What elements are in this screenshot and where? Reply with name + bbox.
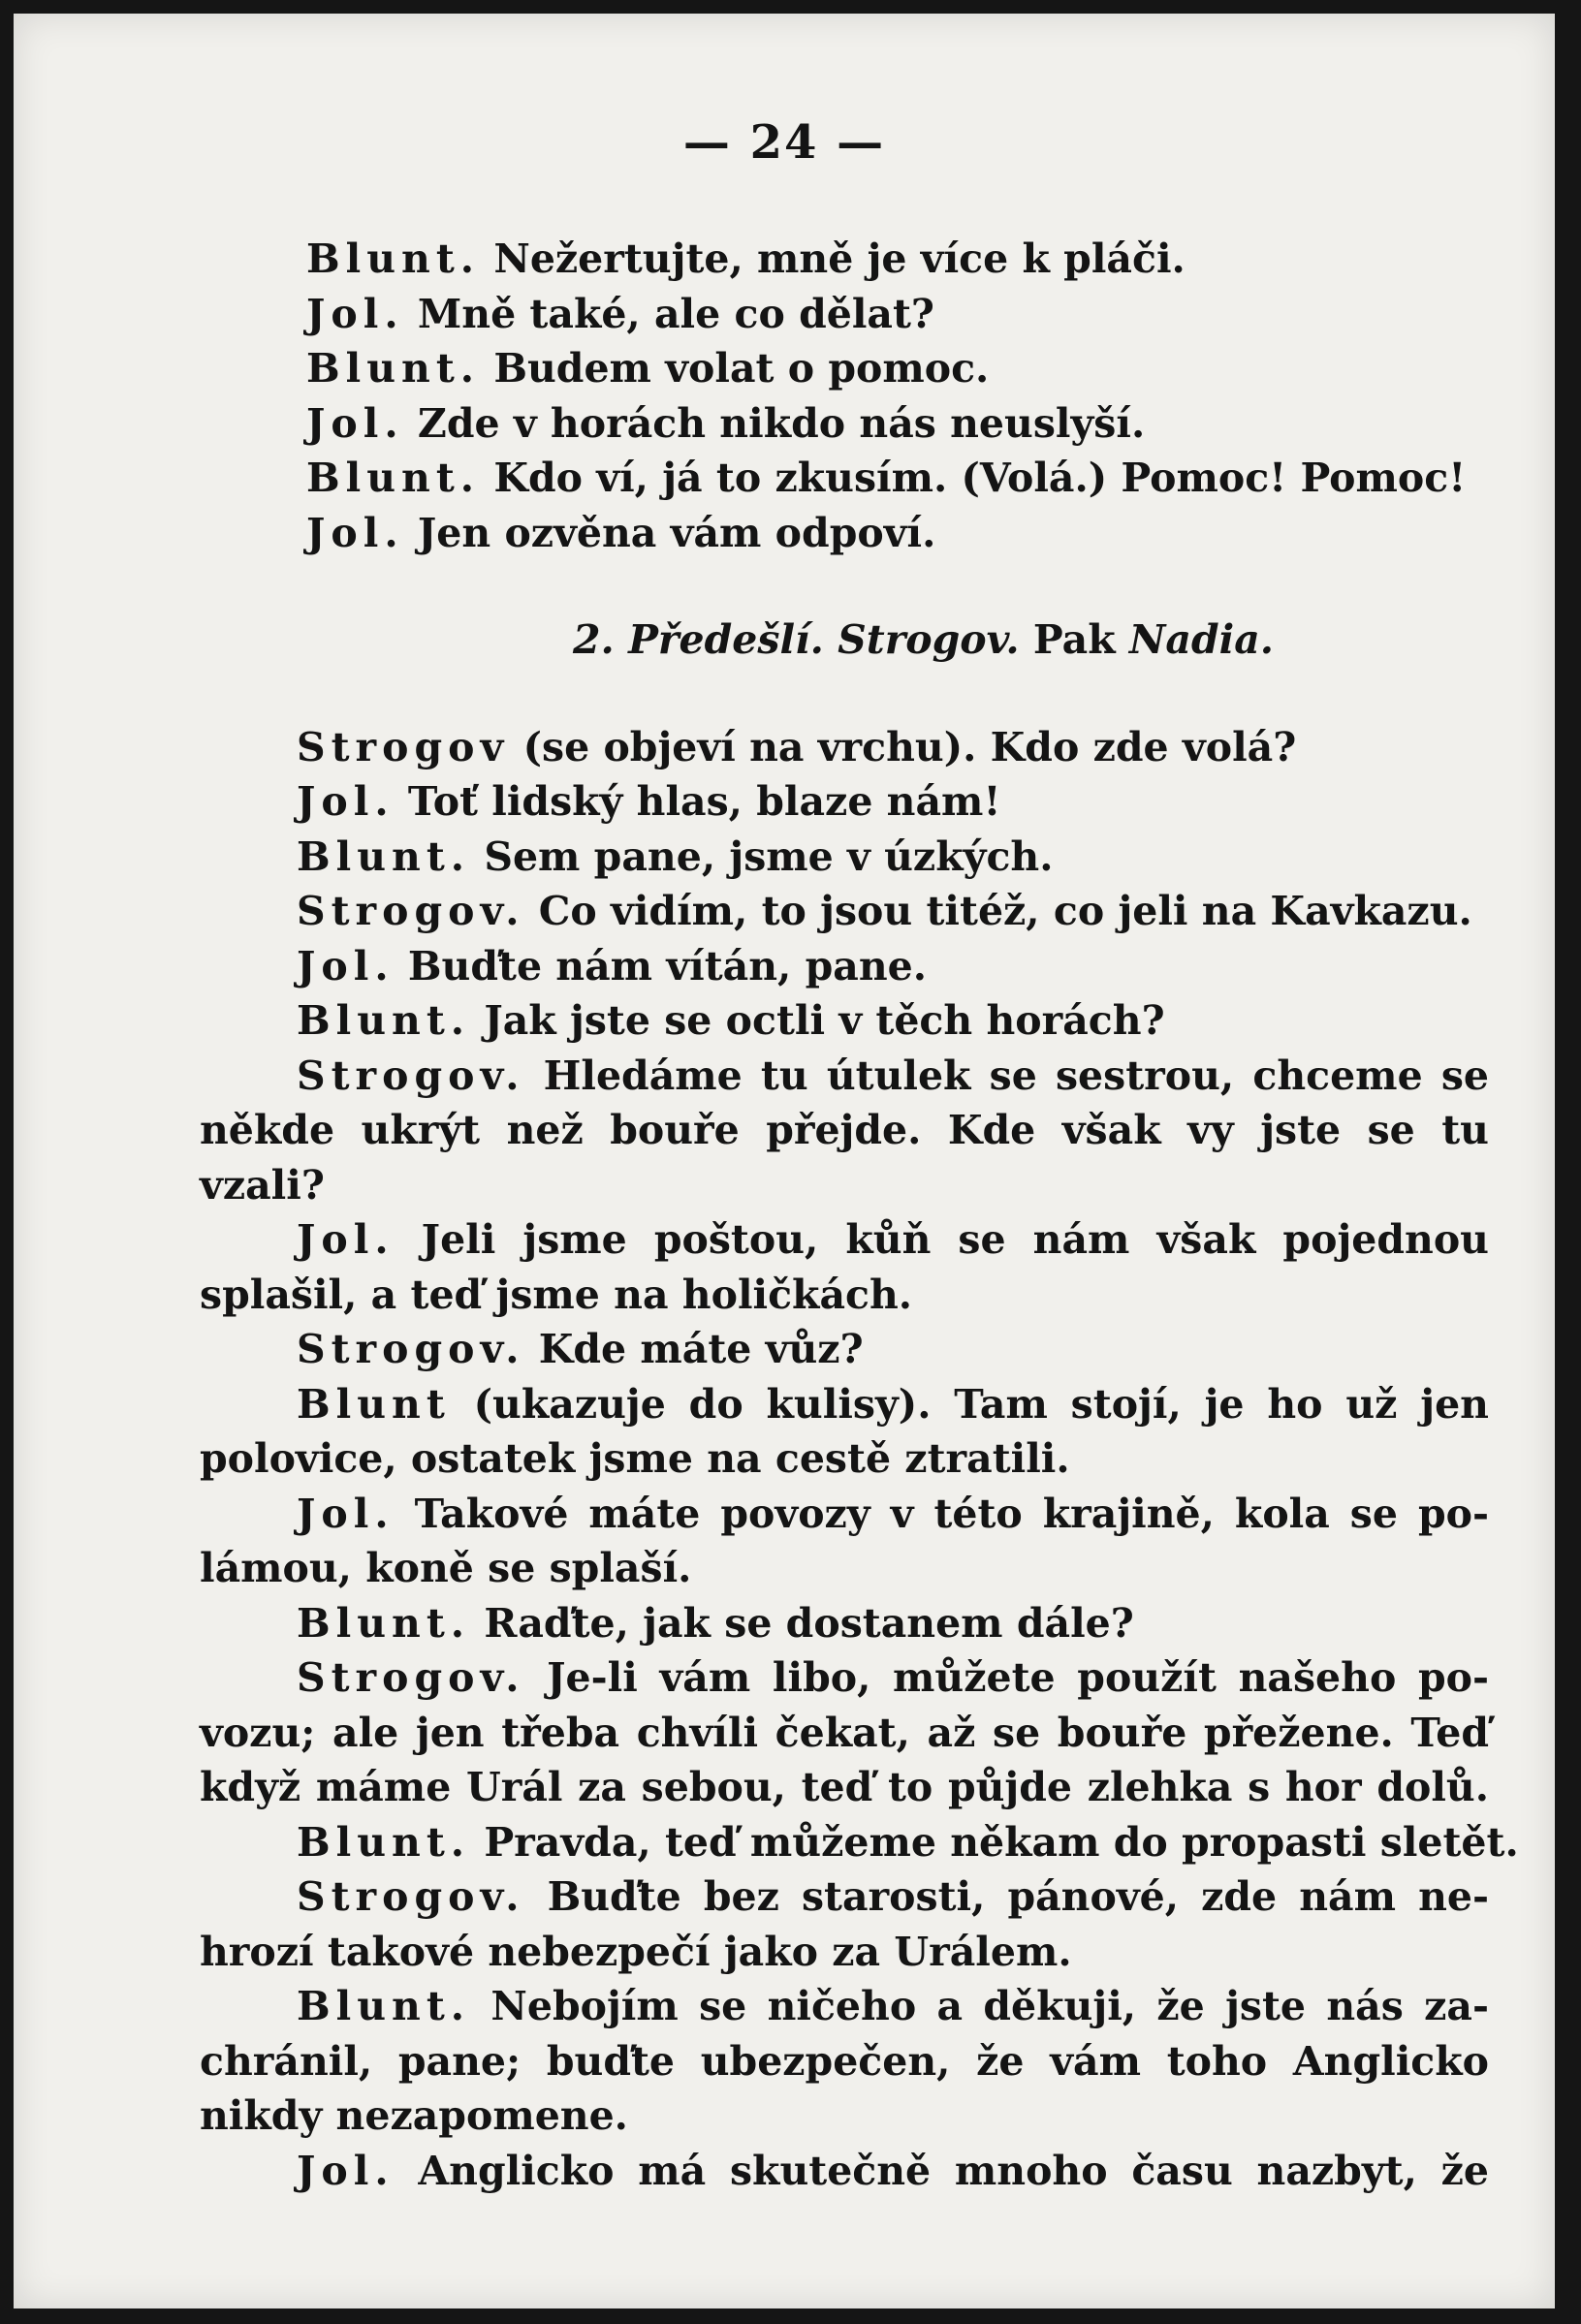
line-text: Nebojím se ničeho a děkuji, že jste nás za- [470,1983,1489,2029]
speaker-name: Jol. [297,778,395,825]
speaker-name: Blunt [297,1380,451,1428]
speaker-name: Blunt. [297,832,471,880]
line-text: Jeli jsme poštou, kůň se nám však pojednou [394,1216,1489,1263]
page-number: — 24 — [682,115,886,170]
dialogue-line [200,1596,1489,1651]
dialogue-line [200,720,1489,775]
continuation-line: lámou, koně se splaší. [200,1545,692,1591]
dialogue-line [200,1487,1489,1542]
scene-then: Pak [1032,616,1116,663]
dialogue-text [200,232,1519,2198]
line-text: Kde máte vůz? [524,1326,864,1372]
line-text: Budem volat o pomoc. [480,345,990,392]
line-text: Pravda, teď můžeme někam do propasti sletět. [470,1818,1519,1866]
line-text: Sem pane, jsme v úzkých. [470,832,1054,880]
dialogue-line [200,1650,1489,1706]
dialogue-line [200,396,1489,452]
speaker-name: Jol. [297,1216,395,1263]
dialogue-line [200,1377,1489,1432]
speaker-name: Blunt. [297,1983,471,2029]
speaker-name: Jol. [297,1490,395,1537]
dialogue-line [200,774,1489,830]
line-text: Raďte, jak se dostanem dále? [470,1599,1134,1647]
dialogue-line [200,451,1489,506]
scene-characters: Předešlí. Strogov. [628,616,1020,663]
scene-number: 2. [573,616,615,663]
speaker-name: Jol. [297,2147,395,2194]
speaker-name: Strogov [297,723,510,770]
dialogue-line [200,1212,1489,1268]
continuation-line: polovice, ostatek jsme na cestě ztratili. [200,1435,1070,1482]
speaker-name: Strogov. [297,1873,525,1920]
continuation-line: splašil, a teď jsme na holičkách. [200,1271,913,1318]
line-text: Je-li vám libo, můžete použít našeho po- [524,1654,1489,1701]
line-text: Mně také, ale co dělat? [403,290,934,337]
line-text: Hledáme tu útulek se sestrou, chceme se [524,1052,1489,1099]
speaker-name: Blunt. [297,1818,471,1866]
scene-heading [200,612,1489,668]
speaker-name: Jol. [306,399,404,447]
speaker-name: Jol. [297,942,395,989]
line-text: Nežertujte, mně je více k pláči. [480,236,1186,282]
speaker-name: Blunt. [306,236,481,282]
speaker-name: Blunt. [306,345,481,392]
speaker-name: Strogov. [297,1052,525,1099]
line-text: Jak jste se octli v těch horách? [470,997,1165,1044]
speaker-name: Strogov. [297,1654,525,1701]
speaker-name: Strogov. [297,1326,525,1372]
dialogue-line [200,2144,1489,2199]
continuation-line: vozu; ale jen třeba chvíli čekat, až se bouře přežene. Teď [200,1709,1489,1756]
continuation-line: chránil, pane; buďte ubezpečen, že vám toho Anglicko [200,2037,1489,2085]
line-text: Buďte bez starosti, pánové, zde nám ne- [524,1873,1489,1920]
speaker-name: Jol. [306,290,404,337]
continuation-line: hrozí takové nebezpečí jako za Urálem. [200,1928,1072,1975]
speaker-name: Blunt. [297,997,471,1044]
line-text: Buďte nám vítán, pane. [394,942,928,989]
speaker-name: Blunt. [306,455,481,501]
line-text: Takové máte povozy v této krajině, kola se po- [394,1490,1489,1537]
dialogue-line [200,1322,1489,1377]
line-text: Co vidím, to jsou titéž, co jeli na Kavkazu. [524,888,1472,934]
line-text: Jen ozvěna vám odpoví. [403,509,936,556]
line-text: (se objeví na vrchu). Kdo zde volá? [509,723,1297,770]
dialogue-line [200,830,1489,885]
speaker-name: Blunt. [297,1599,471,1647]
dialogue-line [200,341,1489,396]
dialogue-line [200,1869,1489,1925]
continuation-line: vzali? [200,1161,325,1209]
dialogue-line [200,1049,1489,1104]
continuation-line: když máme Urál za sebou, teď to půjde zlehka s hor dolů. [200,1764,1489,1810]
continuation-line: někde ukrýt než bouře přejde. Kde však vy jste se tu [200,1107,1489,1153]
line-text: Kdo ví, já to zkusím. (Volá.) Pomoc! Pomoc! [480,455,1467,501]
line-text: Toť lidský hlas, blaze nám! [394,778,1001,825]
dialogue-line [200,506,1489,561]
dialogue-line [200,993,1489,1049]
dialogue-line [200,232,1489,287]
dialogue-line [200,287,1489,342]
dialogue-line [200,1815,1519,1870]
continuation-line: nikdy nezapomene. [200,2092,628,2139]
scene-entering: Nadia. [1128,616,1275,663]
line-text: Anglicko má skutečně mnoho času nazbyt, že [394,2147,1489,2194]
dialogue-line [200,939,1489,994]
line-text: Zde v horách nikdo nás neuslyší. [403,399,1146,447]
speaker-name: Jol. [306,509,404,556]
line-text: (ukazuje do kulisy). Tam stojí, je ho už jen [450,1380,1489,1428]
dialogue-line [200,1979,1489,2034]
dialogue-line [200,884,1489,939]
book-page [14,14,1555,2308]
speaker-name: Strogov. [297,888,525,934]
